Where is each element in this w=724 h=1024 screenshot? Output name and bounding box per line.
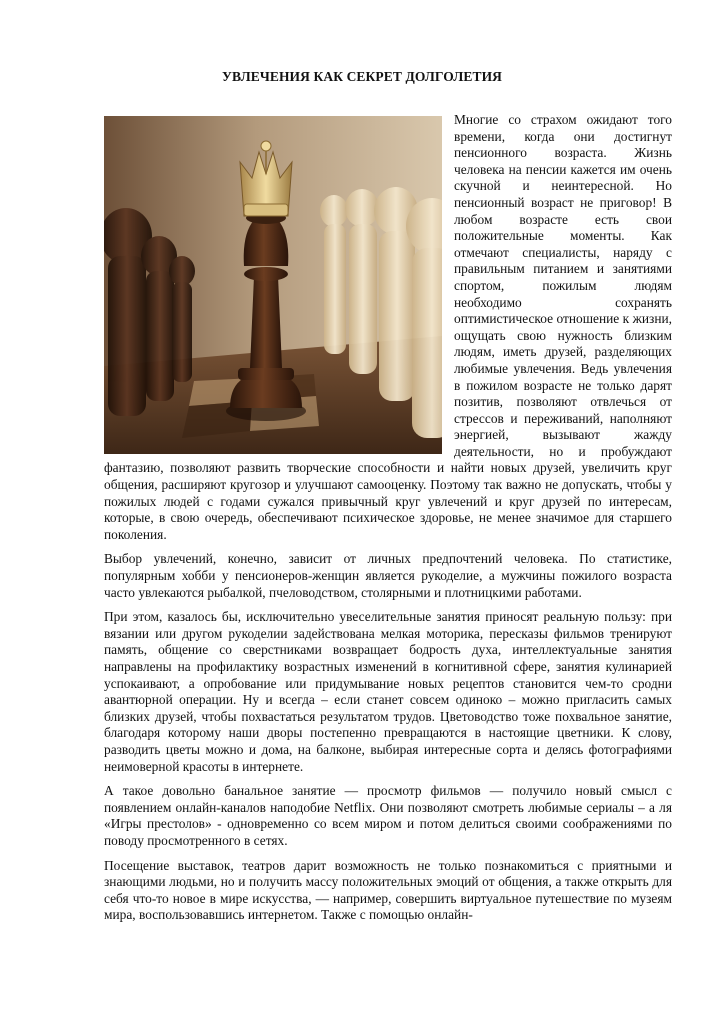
paragraph-1 bbox=[104, 112, 672, 543]
paragraph-2: Выбор увлечений, конечно, зависит от личных предпочтений человека. По статистике, популярным хобби у пенсионеров-женщин является рукоделие, а мужчины пожилого возраста часто увлекаются рыбалкой, пчеловодством, столярными и плотницкими работами. bbox=[104, 551, 672, 600]
paragraph-1-text: Многие со страхом ожидают того времени, когда они достигнут пенсионного возраста. Жизнь человека на пенсии кажется им очень скучной и неинтересной. Но пенсионный возраст не приговор! В любом возрасте есть свои положительные моменты. Как отмечают специалисты, наряду с правильным питанием и занятиями спортом, пожилым людям необходимо сохранять оптимистическое отношение к жизни, ощущать свою нужность близким людям, иметь друзей, разделяющих любимые увлечения. Ведь увлечения в пожилом возрасте не только дарят позитив, позволяют отвлечься от стрессов и переживаний, наполняют энергией, вызывают жажду деятельности, но и пробуждают фантазию, позволяют развить творческие способности и найти новых друзей, увеличить круг общения, расширяют кругозор и улучшают самооценку. Поэтому так важно не допускать, чтобы у пожилых людей с годами сужался привычный круг увлечений и круг друзей по интересам, которые, в свою очередь, обеспечивают психическое здоровье, не менее значимое для старшего поколения. bbox=[104, 112, 672, 542]
chess-king-image bbox=[104, 116, 442, 454]
document-title: УВЛЕЧЕНИЯ КАК СЕКРЕТ ДОЛГОЛЕТИЯ bbox=[221, 69, 503, 84]
chess-king-illustration bbox=[104, 116, 442, 454]
paragraph-4: А такое довольно банальное занятие — просмотр фильмов — получило новый смысл с появлением онлайн-каналов наподобие Netflix. Они позволяют смотреть любимые сериалы – а ля «Игры престолов» - одновременно со всем миром и потом делиться своими соображениями по поводу просмотренного в сетях. bbox=[104, 783, 672, 848]
paragraph-5: Посещение выставок, театров дарит возможность не только познакомиться с приятными и знающими людьми, но и получить массу положительных эмоций от общения, а также открыть для себя что-то новое в мире искусства, — например, совершить виртуальное путешествие по музеям мира, воспользовавшись интернетом. Также с помощью онлайн- bbox=[104, 857, 672, 923]
paragraph-3: При этом, казалось бы, исключительно увеселительные занятия приносят реальную пользу: при вязании или другом рукоделии задействована мелкая моторика, пересказы фильмов тренируют память, общение со сверстниками возвращает бодрость духа, интеллектуальные занятия направлены на профилактику возрастных изменений в когнитивной сфере, занятия кулинарией успокаивают, а опробование или придумывание новых рецептов становится чем-то сродни авантюрной операции. Ну и всегда – если станет совсем одиноко – можно пригласить самых близких друзей, чтобы похвастаться результатом трудов. Цветоводство тоже похвальное занятие, благодаря которому наши дворы постепенно превращаются в настоящие цветники. К слову, разводить цветы можно и дома, на балконе, выбирая интересные сорта и делясь фотографиями неимоверной красоты в интернете. bbox=[104, 609, 672, 774]
document-body bbox=[104, 112, 672, 932]
